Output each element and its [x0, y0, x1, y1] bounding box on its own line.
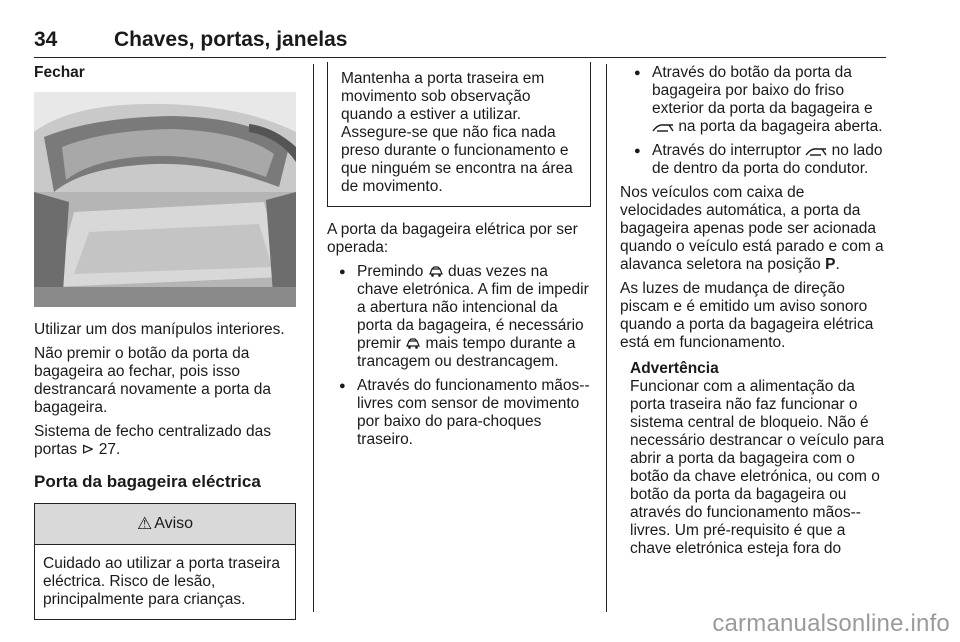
tailgate-switch-icon: [805, 147, 827, 157]
paragraph: Utilizar um dos manípulos interiores.: [34, 321, 285, 338]
bullet-list: [620, 64, 888, 178]
tailgate-switch-icon: [652, 123, 674, 133]
list-item-text: duas vezes na chave eletrónica. A fim de impedir a abertura não intencional da porta da bagageira, é necessário premir: [357, 263, 589, 352]
advertencia-block: [630, 360, 888, 558]
list-item: ● Através do funcionamento mãos--livres com sensor de movimento por baixo do para-choques traseiro.: [327, 377, 591, 449]
column-3: [620, 64, 888, 558]
gear-position-p: P: [825, 256, 836, 273]
chapter-title: Chaves, portas, janelas: [114, 28, 348, 51]
page-reference-link[interactable]: 27.: [98, 441, 121, 458]
section-heading-porta: Porta da bagageira eléctrica: [34, 472, 261, 491]
section-heading-fechar: Fechar: [34, 64, 85, 81]
paragraph: Não premir o botão da porta da bagageira ao fechar, pois isso destrancará novamente a porta da bagageira.: [34, 345, 271, 416]
column-1: [34, 64, 296, 620]
paragraph-text: Nos veículos com caixa de velocidades automática, a porta da bagageira apenas pode ser acionada quando o veículo está parado e com a alavanca seletora na posição: [620, 184, 884, 273]
list-item-text: Através do botão da porta da bagageira por baixo do friso exterior da porta da bagageira e: [652, 64, 873, 117]
notice-box: Mantenha a porta traseira em movimento sob observação quando a estiver a utilizar. Assegure-se que não fica nada preso durante o funcionamento e que ninguém se encontra na área de movimento.: [327, 62, 591, 207]
warning-box: [34, 503, 296, 620]
advertencia-text: Funcionar com a alimentação da porta traseira não faz funcionar o sistema central de bloqueio. Não é necessário destrancar o veículo para abrir a porta da bagageira com o botão da chave eletrónica, ou com o botão da porta da bagageira ou através do funcionamento mãos--livres. Um pré-requisito é que a chave eletrónica esteja fora do: [630, 378, 885, 557]
column-divider: [606, 64, 607, 612]
list-item-text: Através do interruptor: [652, 142, 802, 159]
reference-arrow-icon: ⊳: [81, 441, 95, 458]
paragraph: [34, 423, 296, 459]
list-item: [620, 64, 888, 136]
list-item-text: no lado de dentro da porta do condutor.: [652, 142, 883, 177]
paragraph-text: Sistema de fecho centralizado das portas: [34, 423, 271, 458]
list-item-text: mais tempo durante a trancagem ou destrancagem.: [357, 335, 576, 370]
warning-header: [35, 504, 295, 545]
page-header: [34, 28, 886, 58]
page-number: 34: [34, 28, 58, 51]
column-divider: [313, 64, 314, 612]
paragraph: As luzes de mudança de direção piscam e é emitido um aviso sonoro quando a porta da bagageira elétrica está em funcionamento.: [620, 280, 874, 351]
key-tailgate-icon: [428, 266, 444, 278]
key-tailgate-icon: [405, 338, 421, 350]
tailgate-photo: [34, 92, 296, 307]
advertencia-title: Advertência: [630, 360, 719, 377]
warning-text: Cuidado ao utilizar a porta traseira eléctrica. Risco de lesão, principalmente para crianças.: [43, 555, 280, 608]
paragraph: A porta da bagageira elétrica por ser operada:: [327, 221, 578, 256]
list-item: [327, 263, 591, 371]
watermark: carmanualsonline.info: [712, 610, 950, 637]
column-2: [327, 64, 591, 455]
paragraph-text: .: [835, 256, 840, 273]
paragraph: [620, 184, 888, 274]
list-item-text: Premindo: [357, 263, 424, 280]
header-rule: [34, 57, 886, 58]
warning-title: Aviso: [154, 515, 194, 532]
warning-triangle-icon: ⚠: [136, 514, 153, 533]
bullet-list: [327, 263, 591, 449]
list-item: [620, 142, 888, 178]
list-item-text: na porta da bagageira aberta.: [678, 118, 883, 135]
